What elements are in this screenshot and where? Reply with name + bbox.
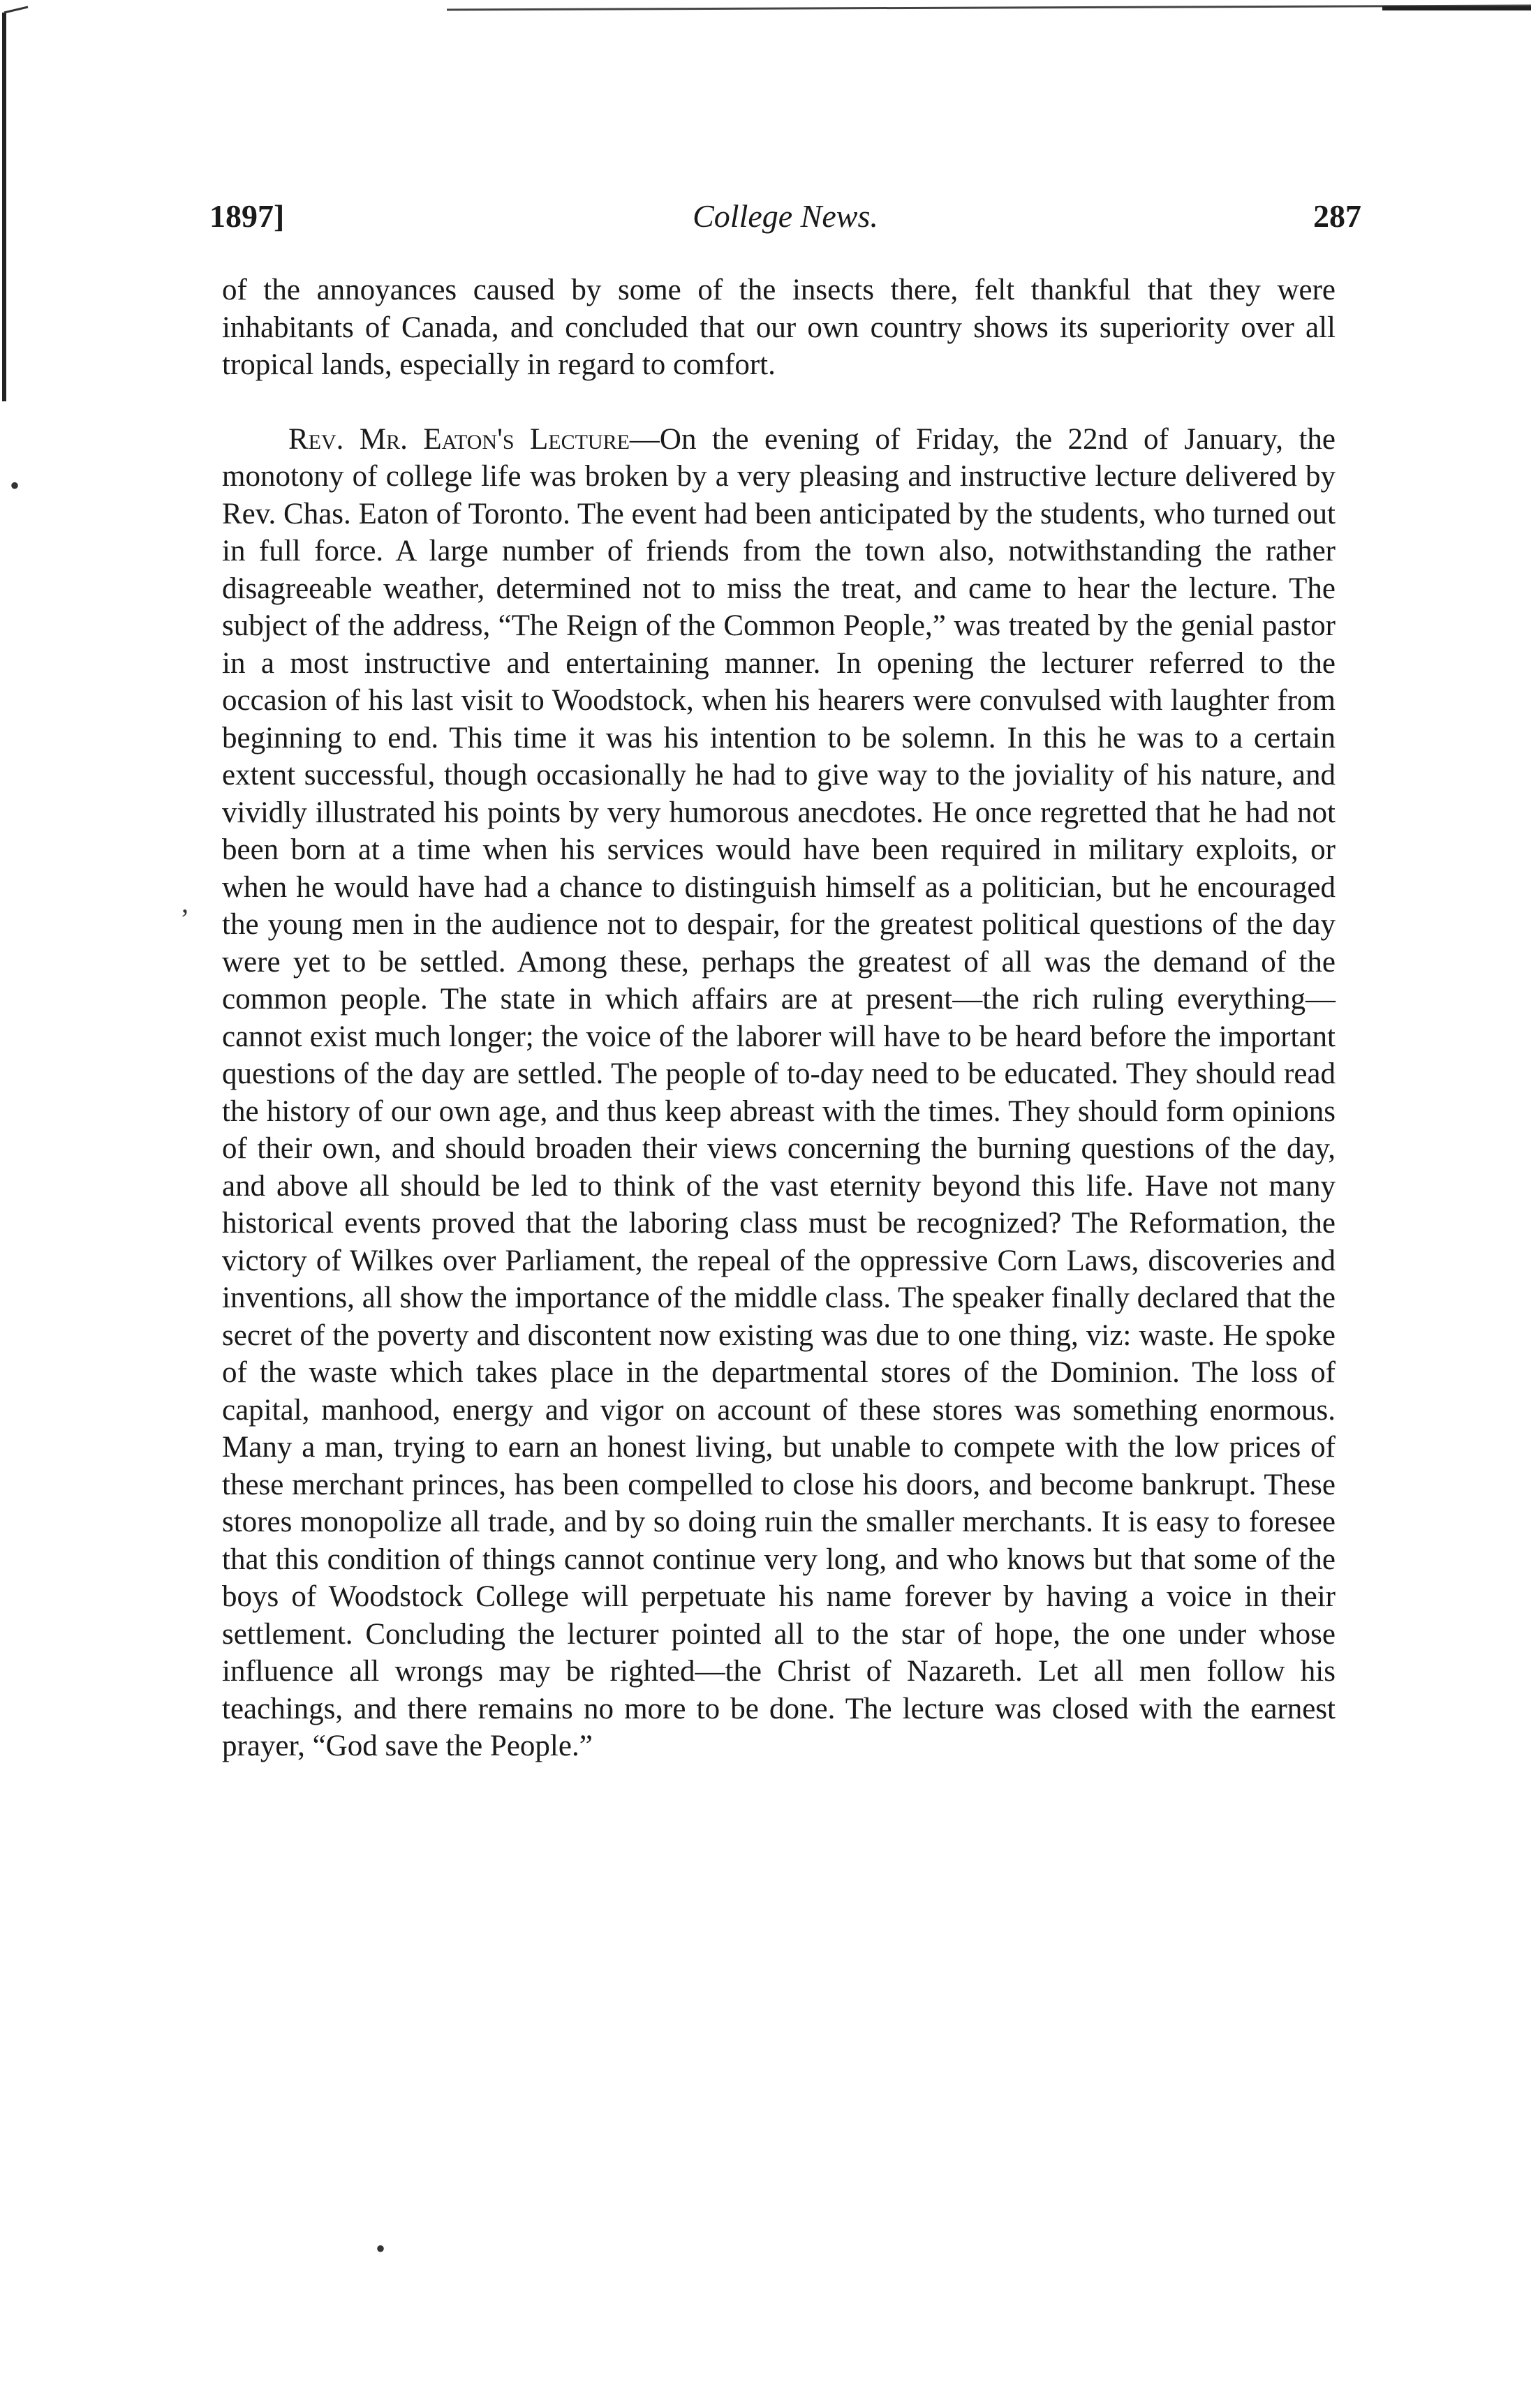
margin-dot-mark: • — [10, 470, 20, 501]
header-title: College News. — [693, 198, 878, 234]
continuation-paragraph: of the annoyances caused by some of the insects there, felt thankful that they were inhabitants of Canada, and concluded that our own country shows its superiority over all tropical lands, especially in regard to comfort. — [222, 274, 1336, 381]
page-body — [222, 272, 1336, 1765]
article-paragraph — [222, 421, 1336, 1765]
running-header — [209, 198, 1361, 246]
article-heading: Rev. Mr. Eaton's Lecture — [288, 422, 630, 456]
bottom-dot-mark: • — [376, 2233, 386, 2264]
header-year: 1897] — [209, 198, 285, 234]
page-number: 287 — [1313, 198, 1361, 234]
margin-tick-mark: , — [182, 887, 188, 919]
article-body: —On the evening of Friday, the 22nd of January, the monotony of college life was broken by a very pleasing and instructive lecture delivered by Rev. Chas. Eaton of Toronto. The event had been anticipated by the students, who turned out in full force. A large number of friends from the town also, notwithstanding the rather disagreeable weather, determined not to miss the treat, and came to hear the lecture. The subject of the address, “The Reign of the Common People,” was treated by the genial pastor in a most instructive and entertaining manner. In opening the lecturer referred to the occasion of his last visit to Woodstock, when his hearers were convulsed with laughter from beginning to end. This time it was his intention to be solemn. In this he was to a certain extent successful, though occasionally he had to give way to the joviality of his nature, and vividly illustrated his points by very humorous anecdotes. He once regretted that he had not been born at a time when his services would have been required in military exploits, or when he would have had a chance to distinguish himself as a politician, but he encouraged the young men in the audience not to despair, for the greatest political questions of the day were yet to be settled. Among these, perhaps the greatest of all was the demand of the common people. The state in which affairs are at present—the rich ruling everything—cannot exist much longer; the voice of the laborer will have to be heard before the important questions of the day are settled. The people of to-day need to be educated. They should read the history of our own age, and thus keep abreast with the times. They should form opinions of their own, and should broaden their views concerning the burning questions of the day, and above all should be led to think of the vast eternity beyond this life. Have not many historical events proved that the laboring class must be recognized? The Reformation, the victory of Wilkes over Parliament, the repeal of the oppressive Corn Laws, discoveries and inventions, all show the importance of the middle class. The speaker finally declared that the secret of the poverty and discontent now existing was due to one thing, viz: waste. He spoke of the waste which takes place in the departmental stores of the Dominion. The loss of capital, manhood, energy and vigor on account of these stores was something enormous. Many a man, trying to earn an honest living, but unable to compete with the low prices of these merchant princes, has been compelled to close his doors, and become bankrupt. These stores monopolize all trade, and by so doing ruin the smaller merchants. It is easy to foresee that this condition of things cannot continue very long, and who knows but that some of the boys of Woodstock College will perpetuate his name forever by having a voice in their settlement. Concluding the lecturer pointed all to the star of hope, the one under whose influence all wrongs may be righted—the Christ of Nazareth. Let all men follow his teachings, and there remains no more to be done. The lecture was closed with the earnest prayer, “God save the People.” — [222, 422, 1336, 1762]
